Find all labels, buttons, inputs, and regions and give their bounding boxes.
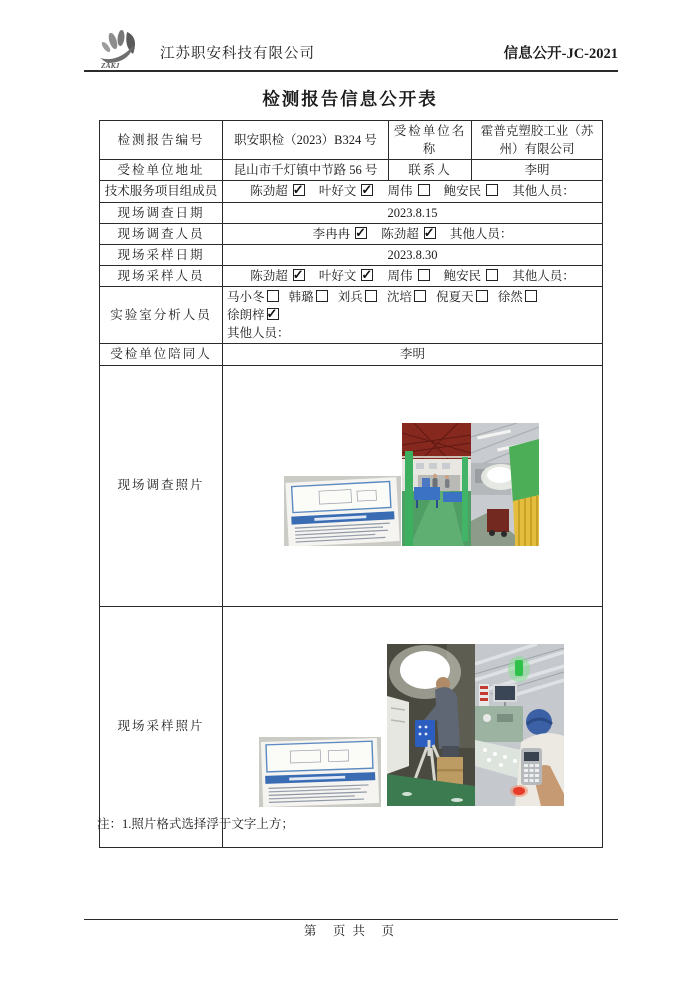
member-checkbox-group <box>387 269 429 283</box>
disclosure-table <box>99 120 603 848</box>
member-checkbox-group <box>387 290 426 304</box>
checkbox-icon <box>525 290 537 302</box>
checkbox-icon <box>476 290 488 302</box>
contact-label: 联系人 <box>389 160 472 181</box>
member-checkbox-group <box>444 269 499 283</box>
member-name: 徐然 <box>497 290 523 304</box>
member-name: 倪夏天 <box>436 290 474 304</box>
survey-photos-cell <box>223 365 603 606</box>
survey-photo-notice-document <box>284 476 401 546</box>
survey-photo-workshop-red-roof <box>402 423 471 546</box>
member-name: 鲍安民 <box>443 184 482 199</box>
sampling-staff-label: 现场采样人员 <box>100 265 223 286</box>
member-name: 刘兵 <box>337 290 363 304</box>
sampling-photo-notice-document <box>259 737 381 807</box>
member-name: 周伟 <box>387 268 413 283</box>
page-title: 检测报告信息公开表 <box>262 89 438 109</box>
member-name: 韩璐 <box>288 290 314 304</box>
survey-photos-label: 现场调查照片 <box>100 365 223 606</box>
client-address-label: 受检单位地址 <box>100 160 223 181</box>
sampling-photo-handheld-meter <box>475 644 564 806</box>
checkbox-icon <box>361 269 373 281</box>
member-name: 马小冬 <box>227 290 265 304</box>
member-name: 叶好文 <box>318 184 357 199</box>
survey-date-value: 2023.8.15 <box>223 202 603 223</box>
escort-value: 李明 <box>223 344 603 365</box>
survey-date-label: 现场调查日期 <box>100 202 223 223</box>
checkbox-icon <box>316 290 328 302</box>
sampling-photos-label: 现场采样照片 <box>100 606 223 847</box>
sampling-photos-cell <box>223 606 603 847</box>
member-checkbox-group <box>227 308 279 322</box>
lab-members-line <box>227 288 598 324</box>
tech-team-label: 技术服务项目组成员 <box>100 181 223 202</box>
escort-label: 受检单位陪同人 <box>100 344 223 365</box>
survey-photo-workshop-yellow-racks <box>471 423 539 546</box>
sampling-date-value: 2023.8.30 <box>223 244 603 265</box>
footer-divider <box>84 919 618 920</box>
member-checkbox-group <box>250 269 305 283</box>
member-name: 陈劲超 <box>250 184 288 199</box>
checkbox-icon <box>293 184 305 196</box>
tech-team-members <box>223 181 603 202</box>
member-checkbox-group <box>444 184 499 198</box>
member-checkbox-group <box>338 290 377 304</box>
member-checkbox-group <box>313 227 368 241</box>
lab-staff-members <box>223 287 603 344</box>
logo-text: ZAKJ <box>101 61 120 69</box>
lab-staff-label: 实验室分析人员 <box>100 287 223 344</box>
company-logo-icon <box>94 28 152 69</box>
checkbox-icon <box>486 184 498 196</box>
sampling-date-label: 现场采样日期 <box>100 244 223 265</box>
sampling-staff-members <box>223 265 603 286</box>
header <box>84 26 618 72</box>
member-checkbox-group <box>319 184 374 198</box>
checkbox-icon <box>418 184 430 196</box>
checkbox-icon <box>486 269 498 281</box>
checkbox-icon <box>267 290 279 302</box>
checkbox-icon <box>418 269 430 281</box>
footnote: 注：1.照片格式选择浮于文字上方； <box>97 817 294 831</box>
company-name: 江苏职安科技有限公司 <box>160 46 315 62</box>
member-name: 陈劲超 <box>381 226 419 241</box>
member-name: 周伟 <box>387 184 413 199</box>
checkbox-icon <box>355 227 367 239</box>
member-checkbox-group <box>387 184 429 198</box>
client-address-value: 昆山市千灯镇中节路 56 号 <box>223 160 389 181</box>
member-name: 鲍安民 <box>443 268 482 283</box>
member-checkbox-group <box>381 227 436 241</box>
checkbox-icon <box>365 290 377 302</box>
member-name: 陈劲超 <box>250 268 288 283</box>
member-name: 沈培 <box>386 290 412 304</box>
checkbox-icon <box>267 308 279 320</box>
checkbox-icon <box>424 227 436 239</box>
member-checkbox-group <box>289 290 328 304</box>
others-label: 其他人员： <box>512 184 575 199</box>
others-label: 其他人员： <box>449 226 513 241</box>
client-name-label: 受检单位名称 <box>389 121 472 160</box>
page-number: 第 页 共 页 <box>303 924 397 938</box>
checkbox-icon <box>414 290 426 302</box>
member-checkbox-group <box>250 184 305 198</box>
checkbox-icon <box>293 269 305 281</box>
member-checkbox-group <box>227 290 279 304</box>
document-code: 信息公开-JC-2021 <box>503 46 618 62</box>
member-checkbox-group <box>498 290 537 304</box>
report-no-label: 检测报告编号 <box>100 121 223 160</box>
others-label: 其他人员： <box>512 268 575 283</box>
member-checkbox-group <box>436 290 488 304</box>
member-name: 叶好文 <box>318 268 357 283</box>
report-no-value: 职安职检（2023）B324 号 <box>223 121 389 160</box>
member-checkbox-group <box>319 269 374 283</box>
member-name: 李冉冉 <box>312 226 351 241</box>
member-name: 徐朗梓 <box>227 308 265 323</box>
others-label: 其他人员： <box>227 326 290 341</box>
checkbox-icon <box>361 184 373 196</box>
contact-value: 李明 <box>472 160 603 181</box>
survey-staff-members <box>223 223 603 244</box>
survey-staff-label: 现场调查人员 <box>100 223 223 244</box>
client-name-value: 霍普克塑胶工业（苏州）有限公司 <box>472 121 603 160</box>
sampling-photo-tripod-sampler <box>387 644 475 806</box>
